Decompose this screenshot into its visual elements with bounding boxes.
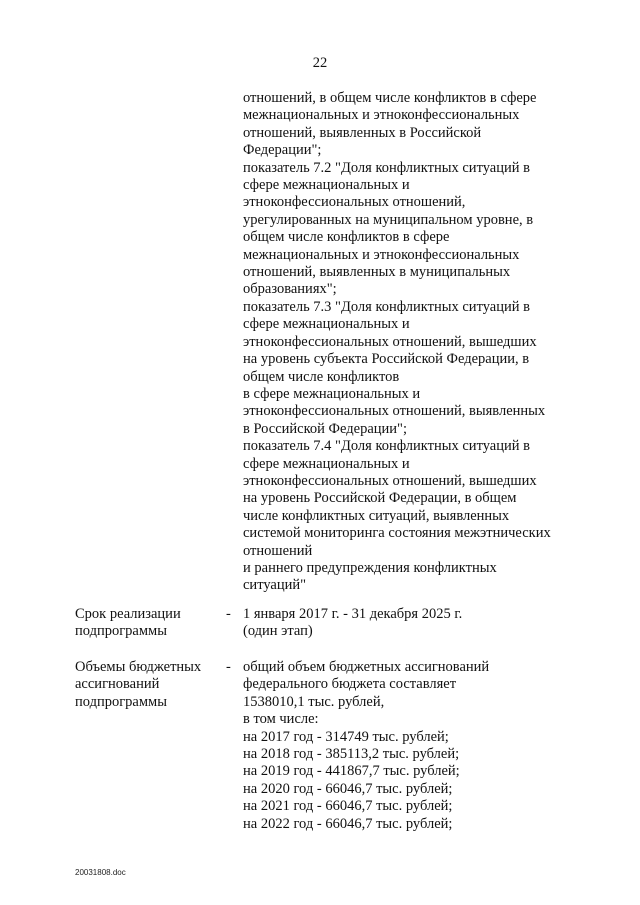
indicator-text-line: показатель 7.2 "Доля конфликтных ситуаций в <box>243 159 530 176</box>
indicator-text-line: отношений, выявленных в Российской <box>243 124 482 141</box>
indicator-text-line: общем числе конфликтов в сфере <box>243 229 450 246</box>
indicator-text-line: образованиях"; <box>243 281 337 298</box>
budget-dash: - <box>226 659 231 675</box>
term-value-line: (один этап) <box>243 623 313 640</box>
indicator-text-line: урегулированных на муниципальном уровне, в <box>243 211 534 228</box>
budget-value-line: на 2021 год - 66046,7 тыс. рублей; <box>243 798 453 815</box>
budget-value-line: на 2020 год - 66046,7 тыс. рублей; <box>243 780 453 797</box>
indicator-text-line: этноконфессиональных отношений, вышедших <box>243 472 537 489</box>
page-number: 22 <box>312 55 328 71</box>
term-value <box>243 606 623 641</box>
indicator-text-line: сфере межнациональных и <box>243 316 410 333</box>
budget-value-line: 1538010,1 тыс. рублей, <box>243 693 385 710</box>
budget-value-line: в том числе: <box>243 711 319 728</box>
indicator-text-line: числе конфликтных ситуаций, выявленных <box>243 507 510 524</box>
budget-value-line: на 2018 год - 385113,2 тыс. рублей; <box>243 746 460 763</box>
indicator-text-line: системой мониторинга состояния межэтнических <box>243 525 551 542</box>
budget-value-line: на 2022 год - 66046,7 тыс. рублей; <box>243 815 453 832</box>
budget-value-line: федерального бюджета составляет <box>243 676 457 693</box>
term-label-line: Срок реализации <box>75 606 181 622</box>
budget-value-line: на 2019 год - 441867,7 тыс. рублей; <box>243 763 460 780</box>
indicator-text-line: межнациональных и этноконфессиональных <box>243 107 520 124</box>
budget-value-line: на 2017 год - 314749 тыс. рублей; <box>243 728 449 745</box>
indicator-text-line: сфере межнациональных и <box>243 455 410 472</box>
indicator-text-line: этноконфессиональных отношений, вышедших <box>243 333 537 350</box>
indicator-text-line: общем числе конфликтов <box>243 368 400 385</box>
indicator-text-line: этноконфессиональных отношений, выявленных <box>243 403 546 420</box>
budget-label-line: ассигнований <box>75 676 160 693</box>
indicator-text-line: в сфере межнациональных и <box>243 385 421 402</box>
term-label-line: подпрограммы <box>75 623 167 640</box>
budget-label <box>75 659 225 711</box>
indicators-continuation <box>243 90 623 595</box>
indicator-text-line: межнациональных и этноконфессиональных <box>243 246 520 263</box>
indicator-text-line: отношений, выявленных в муниципальных <box>243 264 511 281</box>
indicator-text-line: Федерации"; <box>243 142 322 159</box>
budget-label-line: Объемы бюджетных <box>75 659 202 675</box>
indicator-text-line: этноконфессиональных отношений, <box>243 194 466 211</box>
indicator-text-line: отношений, в общем числе конфликтов в сфере <box>243 90 537 106</box>
indicator-text-line: в Российской Федерации"; <box>243 420 407 437</box>
budget-value-line: общий объем бюджетных ассигнований <box>243 659 490 675</box>
indicator-text-line: на уровень Российской Федерации, в общем <box>243 490 517 507</box>
indicator-text-line: сфере межнациональных и <box>243 177 410 194</box>
document-file-code: 20031808.doc <box>75 868 126 877</box>
indicator-text-line: отношений <box>243 542 313 559</box>
budget-label-line: подпрограммы <box>75 693 167 710</box>
indicator-text-line: показатель 7.3 "Доля конфликтных ситуаций в <box>243 298 530 315</box>
budget-value <box>243 659 623 833</box>
term-value-line: 1 января 2017 г. - 31 декабря 2025 г. <box>243 606 463 622</box>
indicator-text-line: и раннего предупреждения конфликтных <box>243 559 497 576</box>
term-dash: - <box>226 606 231 622</box>
term-label <box>75 606 225 641</box>
indicator-text-line: ситуаций" <box>243 577 307 594</box>
indicator-text-line: на уровень субъекта Российской Федерации, в <box>243 351 530 368</box>
indicator-text-line: показатель 7.4 "Доля конфликтных ситуаций в <box>243 438 530 455</box>
